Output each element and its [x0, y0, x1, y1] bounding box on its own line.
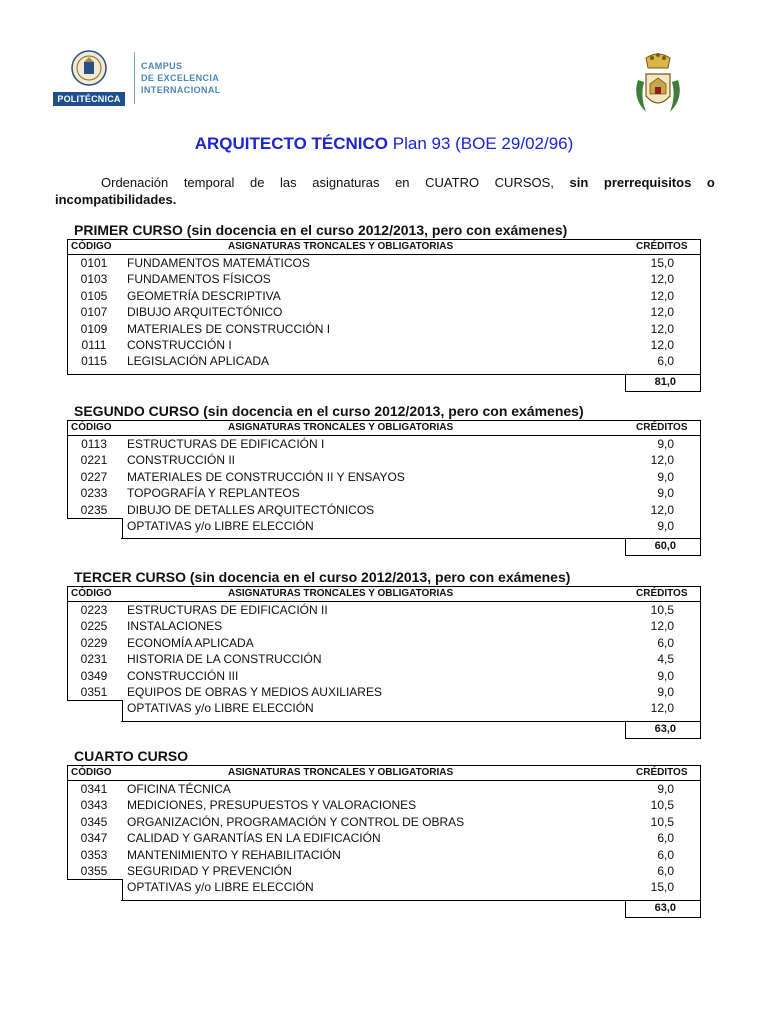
table-row — [68, 651, 700, 668]
subject-code: 0101 — [80, 256, 108, 270]
subject-code: 0223 — [80, 603, 108, 617]
subject-name: SEGURIDAD Y PREVENCIÓN — [127, 864, 292, 878]
subject-name: GEOMETRÍA DESCRIPTIVA — [127, 289, 281, 303]
subject-credits: 9,0 — [657, 685, 674, 699]
header-code: CÓDIGO — [71, 767, 112, 778]
subject-name: INSTALACIONES — [127, 619, 223, 633]
subject-name: MATERIALES DE CONSTRUCCIÓN II Y ENSAYOS — [127, 470, 405, 484]
table-body — [67, 781, 701, 901]
subject-name: LEGISLACIÓN APLICADA — [127, 354, 270, 368]
subject-name: MATERIALES DE CONSTRUCCIÓN I — [127, 322, 331, 336]
subject-name: CONSTRUCCIÓN III — [127, 669, 239, 683]
intro-line-2 — [55, 191, 715, 208]
optional-name: OPTATIVAS y/o LIBRE ELECCIÓN — [127, 701, 314, 715]
subject-code: 0111 — [81, 338, 107, 352]
campus-line-2: DE EXCELENCIA — [141, 73, 220, 83]
table-row — [68, 452, 700, 469]
subject-credits: 6,0 — [657, 864, 674, 878]
optional-credits: 9,0 — [657, 519, 674, 533]
table-header — [67, 765, 701, 781]
table-body — [67, 255, 701, 375]
subject-name: ECONOMÍA APLICADA — [127, 636, 254, 650]
table-row — [68, 353, 700, 370]
optional-credits: 15,0 — [650, 880, 674, 894]
table-row — [68, 635, 700, 652]
subject-credits: 12,0 — [650, 289, 674, 303]
intro-word: temporal — [183, 175, 235, 190]
intro-word: CUATRO — [425, 175, 480, 190]
subject-name: EQUIPOS DE OBRAS Y MEDIOS AUXILIARES — [127, 685, 382, 699]
header-credits: CRÉDITOS — [636, 241, 688, 252]
subject-code: 0103 — [80, 272, 108, 286]
subject-name: DIBUJO ARQUITECTÓNICO — [127, 305, 283, 319]
subject-credits: 12,0 — [650, 305, 674, 319]
total-credits-box — [625, 900, 701, 918]
intro-line-1 — [55, 174, 715, 191]
subject-credits: 15,0 — [650, 256, 674, 270]
table-row — [68, 337, 700, 354]
subject-credits: 9,0 — [657, 486, 674, 500]
table-row — [68, 304, 700, 321]
subject-code: 0235 — [80, 503, 108, 517]
subject-name: DIBUJO DE DETALLES ARQUITECTÓNICOS — [127, 503, 375, 517]
subject-credits: 12,0 — [650, 322, 674, 336]
total-credits: 63,0 — [654, 723, 676, 735]
optional-name: OPTATIVAS y/o LIBRE ELECCIÓN — [127, 519, 314, 533]
subject-code: 0351 — [80, 685, 108, 699]
header-credits: CRÉDITOS — [636, 588, 688, 599]
subject-name: ESTRUCTURAS DE EDIFICACIÓN I — [127, 437, 325, 451]
header-code: CÓDIGO — [71, 588, 112, 599]
total-credits: 81,0 — [654, 376, 676, 388]
intro-bold-word: incompatibilidades. — [55, 192, 177, 207]
table-row — [68, 668, 700, 685]
subject-code: 0225 — [80, 619, 108, 633]
optional-row — [68, 518, 700, 535]
course-title: PRIMER CURSO (sin docencia en el curso 2012/2013, pero con exámenes) — [74, 222, 568, 238]
table-row — [68, 602, 700, 619]
intro-word: de — [249, 175, 265, 190]
subject-credits: 6,0 — [657, 354, 674, 368]
total-credits: 60,0 — [654, 540, 676, 552]
subject-name: MEDICIONES, PRESUPUESTOS Y VALORACIONES — [127, 798, 417, 812]
header-code: CÓDIGO — [71, 241, 112, 252]
subject-credits: 12,0 — [650, 453, 674, 467]
table-row — [68, 469, 700, 486]
subject-credits: 12,0 — [650, 503, 674, 517]
table-row — [68, 797, 700, 814]
table-row — [68, 830, 700, 847]
course-title: SEGUNDO CURSO (sin docencia en el curso 2012/2013, pero con exámenes) — [74, 403, 584, 419]
intro-bold-word: sin — [569, 175, 589, 190]
subject-name: CONSTRUCCIÓN I — [127, 338, 232, 352]
subject-code: 0115 — [81, 354, 107, 368]
subject-credits: 6,0 — [657, 831, 674, 845]
total-credits-box — [625, 374, 701, 392]
subject-name: TOPOGRAFÍA Y REPLANTEOS — [127, 486, 300, 500]
subject-name: MANTENIMIENTO Y REHABILITACIÓN — [127, 848, 341, 862]
subject-name: CONSTRUCCIÓN II — [127, 453, 235, 467]
subject-name: ORGANIZACIÓN, PROGRAMACIÓN Y CONTROL DE OBRAS — [127, 815, 465, 829]
table-header — [67, 420, 701, 436]
header-subjects: ASIGNATURAS TRONCALES Y OBLIGATORIAS — [228, 588, 454, 599]
intro-bold-word: prerrequisitos — [603, 175, 692, 190]
subject-name: FUNDAMENTOS FÍSICOS — [127, 272, 271, 286]
page-title — [0, 134, 768, 154]
subject-name: CALIDAD Y GARANTÍAS EN LA EDIFICACIÓN — [127, 831, 381, 845]
table-row — [68, 847, 700, 864]
intro-word: Ordenación — [101, 175, 169, 190]
subject-credits: 10,5 — [650, 815, 674, 829]
subject-credits: 6,0 — [657, 636, 674, 650]
table-row — [68, 271, 700, 288]
optional-credits: 12,0 — [650, 701, 674, 715]
subject-credits: 9,0 — [657, 470, 674, 484]
table-body — [67, 602, 701, 722]
subject-credits: 9,0 — [657, 669, 674, 683]
subject-code: 0355 — [80, 864, 108, 878]
intro-paragraph — [55, 174, 715, 208]
table-row — [68, 814, 700, 831]
header-credits: CRÉDITOS — [636, 422, 688, 433]
intro-word: en — [395, 175, 410, 190]
subject-code: 0233 — [80, 486, 108, 500]
header-subjects: ASIGNATURAS TRONCALES Y OBLIGATORIAS — [228, 241, 454, 252]
table-row — [68, 255, 700, 272]
table-row — [68, 502, 700, 519]
upm-label: POLITÉCNICA — [53, 92, 125, 106]
total-credits-box — [625, 538, 701, 556]
subject-credits: 9,0 — [657, 782, 674, 796]
subject-name: OFICINA TÉCNICA — [127, 782, 231, 796]
table-row — [68, 288, 700, 305]
subject-name: HISTORIA DE LA CONSTRUCCIÓN — [127, 652, 322, 666]
subject-code: 0347 — [80, 831, 108, 845]
table-row — [68, 781, 700, 798]
table-row — [68, 436, 700, 453]
header-credits: CRÉDITOS — [636, 767, 688, 778]
upm-emblem-icon — [71, 48, 107, 88]
subject-code: 0107 — [80, 305, 108, 319]
degree-title: ARQUITECTO TÉCNICO — [194, 134, 389, 153]
subject-name: FUNDAMENTOS MATEMÁTICOS — [127, 256, 310, 270]
table-body — [67, 436, 701, 539]
subject-code: 0345 — [80, 815, 108, 829]
table-header — [67, 586, 701, 602]
table-row — [68, 863, 700, 880]
subject-credits: 4,5 — [657, 652, 674, 666]
table-header — [67, 239, 701, 255]
table-row — [68, 618, 700, 635]
course-title: TERCER CURSO (sin docencia en el curso 2012/2013, pero con exámenes) — [74, 569, 571, 585]
campus-line-3: INTERNACIONAL — [141, 85, 221, 95]
subject-code: 0349 — [80, 669, 108, 683]
campus-excelencia-logo — [141, 60, 221, 96]
subject-code: 0341 — [80, 782, 108, 796]
table-row — [68, 321, 700, 338]
intro-word: las — [280, 175, 297, 190]
upm-logo — [53, 48, 125, 108]
intro-word: asignaturas — [312, 175, 380, 190]
intro-bold-word: o — [706, 175, 715, 190]
subject-code: 0353 — [80, 848, 108, 862]
subject-credits: 9,0 — [657, 437, 674, 451]
header-subjects: ASIGNATURAS TRONCALES Y OBLIGATORIAS — [228, 422, 454, 433]
optional-row — [68, 700, 700, 717]
subject-credits: 12,0 — [650, 338, 674, 352]
subject-credits: 6,0 — [657, 848, 674, 862]
header-divider — [134, 52, 135, 104]
subject-name: ESTRUCTURAS DE EDIFICACIÓN II — [127, 603, 328, 617]
total-credits-box — [625, 721, 701, 739]
subject-code: 0229 — [80, 636, 108, 650]
subject-code: 0113 — [81, 437, 107, 451]
campus-line-1: CAMPUS — [141, 61, 183, 71]
table-row — [68, 485, 700, 502]
subject-credits: 12,0 — [650, 272, 674, 286]
school-crest-icon — [626, 50, 690, 120]
total-credits: 63,0 — [654, 902, 676, 914]
plan-title: Plan 93 (BOE 29/02/96) — [392, 134, 574, 153]
header-code: CÓDIGO — [71, 422, 112, 433]
table-row — [68, 684, 700, 701]
course-title: CUARTO CURSO — [74, 748, 189, 764]
subject-code: 0227 — [80, 470, 108, 484]
intro-word: CURSOS, — [494, 175, 554, 190]
subject-code: 0105 — [80, 289, 108, 303]
subject-code: 0343 — [80, 798, 108, 812]
optional-name: OPTATIVAS y/o LIBRE ELECCIÓN — [127, 880, 314, 894]
subject-code: 0221 — [80, 453, 108, 467]
header-subjects: ASIGNATURAS TRONCALES Y OBLIGATORIAS — [228, 767, 454, 778]
subject-credits: 10,5 — [650, 603, 674, 617]
subject-credits: 12,0 — [650, 619, 674, 633]
subject-credits: 10,5 — [650, 798, 674, 812]
subject-code: 0109 — [80, 322, 108, 336]
subject-code: 0231 — [80, 652, 108, 666]
optional-row — [68, 879, 700, 896]
